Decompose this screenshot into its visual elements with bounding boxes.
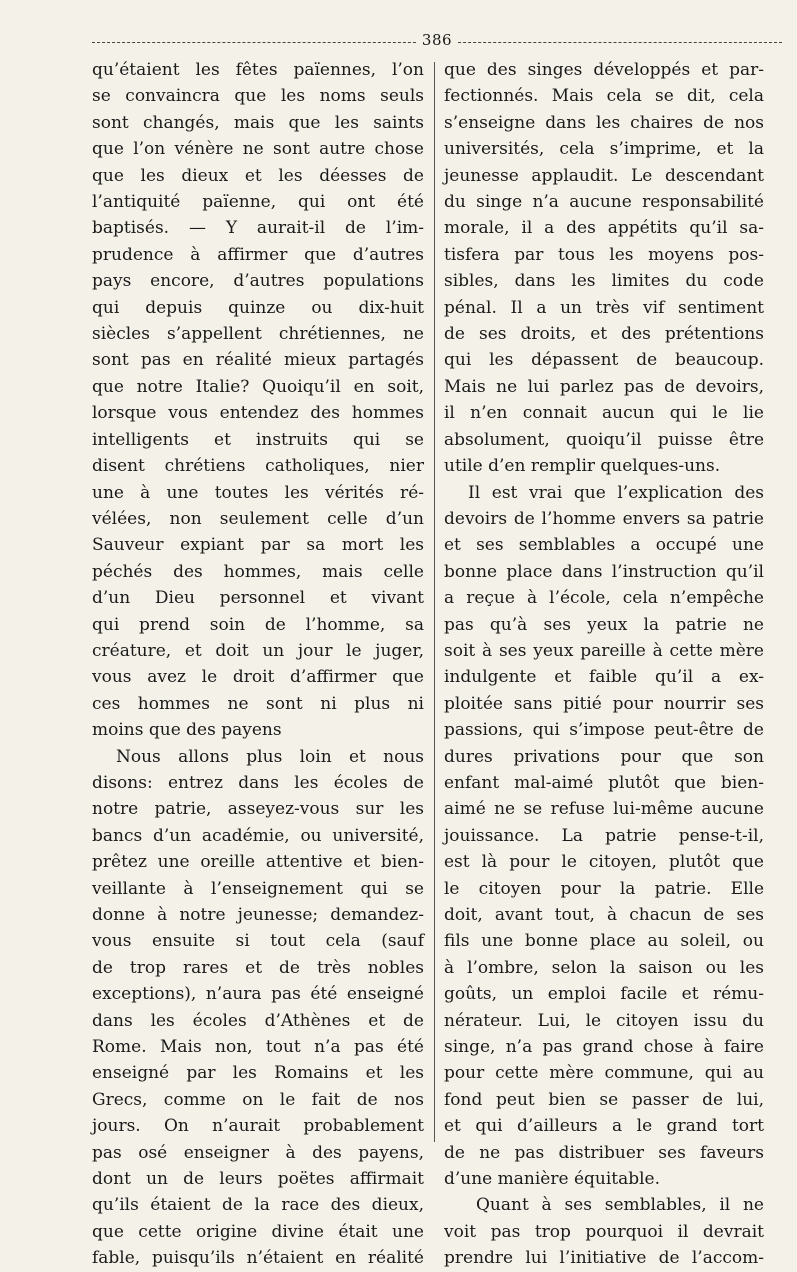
text-line: fable, puisqu’ils n’étaient en réalité xyxy=(92,1248,424,1269)
text-line: de ses droits, et des prétentions xyxy=(444,324,764,345)
text-line: de ne pas distribuer ses faveurs xyxy=(444,1142,764,1163)
text-line: passions, qui s’impose peut-être de xyxy=(444,720,764,741)
text-line: que cette origine divine était une xyxy=(92,1221,424,1242)
text-line: donne à notre jeunesse; demandez- xyxy=(92,905,424,925)
text-line: universités, cela s’imprime, et la xyxy=(444,139,764,160)
text-line: absolument, quoiqu’il puisse être xyxy=(444,429,764,450)
text-line: indulgente et faible qu’il a ex- xyxy=(444,667,764,688)
text-line: doit, avant tout, à chacun de ses xyxy=(444,905,764,925)
text-line: se convaincra que les noms seuls xyxy=(92,86,424,107)
text-line: lorsque vous entendez des hommes xyxy=(92,403,424,424)
text-line: goûts, un emploi facile et rému- xyxy=(444,984,764,1005)
text-line: prendre lui l’initiative de l’accom- xyxy=(444,1248,764,1269)
text-line: sont pas en réalité mieux partagés xyxy=(92,350,424,371)
text-line: intelligents et instruits qui se xyxy=(92,429,424,450)
text-line: disons: entrez dans les écoles de xyxy=(92,772,424,793)
text-line: créature, et doit un jour le juger, xyxy=(92,640,424,661)
text-line: morale, il a des appétits qu’il sa- xyxy=(444,218,764,239)
text-line: que des singes développés et par- xyxy=(444,60,764,80)
text-line: que notre Italie? Quoiqu’il en soit, xyxy=(92,376,424,397)
text-line: fils une bonne place au soleil, ou xyxy=(444,931,764,952)
text-line: voit pas trop pourquoi il devrait xyxy=(444,1221,764,1242)
text-line: d’un Dieu personnel et vivant xyxy=(92,588,424,609)
text-line: que les dieux et les déesses de xyxy=(92,165,424,186)
text-line: pour cette mère commune, qui au xyxy=(444,1063,764,1084)
text-line: jeunesse applaudit. Le descendant xyxy=(444,165,764,186)
text-line: Rome. Mais non, tout n’a pas été xyxy=(92,1037,424,1058)
page-header xyxy=(92,30,782,50)
text-line: bonne place dans l’instruction qu’il xyxy=(444,561,764,582)
text-line: à l’ombre, selon la saison ou les xyxy=(444,957,764,978)
text-line: pas qu’à ses yeux la patrie ne xyxy=(444,614,764,635)
text-line: qu’étaient les fêtes païennes, l’on xyxy=(92,60,424,80)
text-line: singe, n’a pas grand chose à faire xyxy=(444,1037,764,1058)
text-line: vous avez le droit d’affirmer que xyxy=(92,667,424,688)
text-line: qui les dépassent de beaucoup. xyxy=(444,350,764,371)
text-line: bancs d’un académie, ou université, xyxy=(92,825,424,846)
text-line: vous ensuite si tout cela (sauf xyxy=(92,931,424,952)
text-line: il n’en connait aucun qui le lie xyxy=(444,403,764,424)
text-line: prudence à affirmer que d’autres xyxy=(92,244,424,265)
text-line: nérateur. Lui, le citoyen issu du xyxy=(444,1010,764,1031)
text-line: pénal. Il a un très vif sentiment xyxy=(444,297,764,318)
text-line: dans les écoles d’Athènes et de xyxy=(92,1010,424,1031)
text-line: aimé ne se refuse lui-même aucune xyxy=(444,799,764,820)
text-line: Quant à ses semblables, il ne xyxy=(476,1195,764,1216)
text-line: Grecs, comme on le fait de nos xyxy=(92,1089,424,1110)
text-line: de trop rares et de très nobles xyxy=(92,957,424,978)
text-line: disent chrétiens catholiques, nier xyxy=(92,456,424,477)
text-line: pays encore, d’autres populations xyxy=(92,271,424,292)
right-column xyxy=(444,57,764,1269)
text-line: jouissance. La patrie pense-t-il, xyxy=(444,825,764,846)
text-line: qui depuis quinze ou dix-huit xyxy=(92,297,424,318)
text-line: notre patrie, asseyez-vous sur les xyxy=(92,799,424,820)
text-line: Mais ne lui parlez pas de devoirs, xyxy=(444,376,764,397)
text-line: Sauveur expiant par sa mort les xyxy=(92,535,424,556)
text-line: ploitée sans pitié pour nourrir ses xyxy=(444,693,764,714)
text-line: devoirs de l’homme envers sa patrie xyxy=(444,508,764,529)
text-line: siècles s’appellent chrétiennes, ne xyxy=(92,324,424,345)
text-line: l’antiquité païenne, qui ont été xyxy=(92,192,424,213)
text-line: dont un de leurs poëtes affirmait xyxy=(92,1169,424,1190)
text-line: tisfera par tous les moyens pos- xyxy=(444,244,764,265)
text-line: du singe n’a aucune responsabilité xyxy=(444,192,764,213)
text-line: ces hommes ne sont ni plus ni xyxy=(92,693,424,714)
text-line: une à une toutes les vérités ré- xyxy=(92,482,424,503)
text-line: pas osé enseigner à des payens, xyxy=(92,1142,424,1163)
text-line: prêtez une oreille attentive et bien- xyxy=(92,852,424,873)
text-line: a reçue à l’école, cela n’empêche xyxy=(444,588,764,609)
text-line: Il est vrai que l’explication des xyxy=(468,482,764,503)
text-line: que l’on vénère ne sont autre chose xyxy=(92,139,424,160)
text-line: s’enseigne dans les chaires de nos xyxy=(444,112,764,133)
text-line: qui prend soin de l’homme, sa xyxy=(92,614,424,635)
text-line: dures privations pour que son xyxy=(444,746,764,767)
text-line: jours. On n’aurait probablement xyxy=(92,1116,424,1137)
text-line: sibles, dans les limites du code xyxy=(444,271,764,292)
text-line: vélées, non seulement celle d’un xyxy=(92,508,424,529)
text-line: et qui d’ailleurs a le grand tort xyxy=(444,1116,764,1137)
text-line: enseigné par les Romains et les xyxy=(92,1063,424,1084)
text-line: baptisés. — Y aurait-il de l’im- xyxy=(92,218,424,239)
text-line: péchés des hommes, mais celle xyxy=(92,561,424,582)
text-line: d’une manière équitable. xyxy=(444,1169,661,1190)
text-line: veillante à l’enseignement qui se xyxy=(92,878,424,899)
text-line: utile d’en remplir quelques-uns. xyxy=(444,456,721,477)
text-line: est là pour le citoyen, plutôt que xyxy=(444,852,764,873)
column-divider xyxy=(434,62,435,1142)
text-line: enfant mal-aimé plutôt que bien- xyxy=(444,772,764,793)
text-line: le citoyen pour la patrie. Elle xyxy=(444,878,764,899)
left-column xyxy=(92,57,424,1269)
text-line: fond peut bien se passer de lui, xyxy=(444,1089,764,1110)
text-line: soit à ses yeux pareille à cette mère xyxy=(444,640,764,661)
page-number: 386 xyxy=(417,31,457,49)
text-line: et ses semblables a occupé une xyxy=(444,535,764,556)
text-line: moins que des payens xyxy=(92,720,282,741)
text-line: Nous allons plus loin et nous xyxy=(116,746,424,767)
text-line: exceptions), n’aura pas été enseigné xyxy=(92,984,424,1005)
text-line: qu’ils étaient de la race des dieux, xyxy=(92,1195,424,1216)
text-line: fectionnés. Mais cela se dit, cela xyxy=(444,86,764,107)
text-line: sont changés, mais que les saints xyxy=(92,112,424,133)
